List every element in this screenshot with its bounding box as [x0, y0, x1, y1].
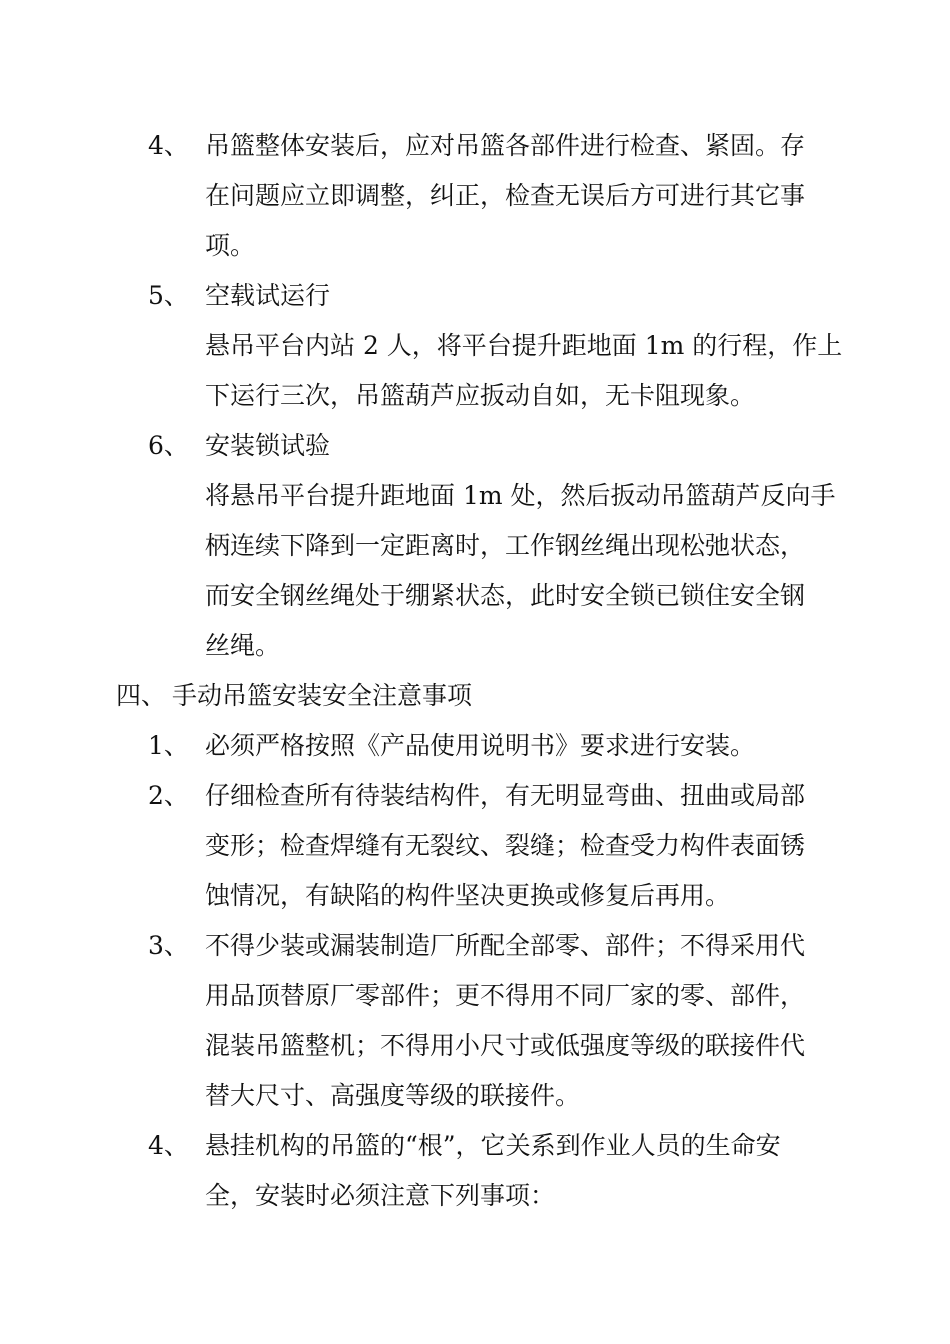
paragraph-line: 吊篮整体安装后，应对吊篮各部件进行检查、紧固。存: [205, 131, 806, 160]
section-title: 手动吊篮安装安全注意事项: [172, 681, 473, 710]
paragraph-line: 全，安装时必须注意下列事项：: [205, 1181, 556, 1210]
paragraph-line: 在问题应立即调整，纠正，检查无误后方可进行其它事: [205, 181, 806, 210]
paragraph-line: 蚀情况，有缺陷的构件坚决更换或修复后再用。: [205, 881, 731, 910]
item-number: 6、: [148, 431, 189, 460]
item-number: 3、: [148, 931, 189, 960]
paragraph-line: 项。: [205, 231, 256, 260]
paragraph-line: 不得少装或漏装制造厂所配全部零、部件；不得采用代: [205, 931, 806, 960]
paragraph-line: 变形；检查焊缝有无裂纹、裂缝；检查受力构件表面锈: [205, 831, 806, 860]
paragraph-line: 替大尺寸、高强度等级的联接件。: [205, 1081, 581, 1110]
item-number: 4、: [148, 1131, 189, 1160]
paragraph-line: 将悬吊平台提升距地面 1m 处，然后扳动吊篮葫芦反向手: [205, 481, 836, 510]
paragraph-line: 柄连续下降到一定距离时，工作钢丝绳出现松弛状态，: [205, 531, 806, 560]
paragraph-line: 用品顶替原厂零部件；更不得用不同厂家的零、部件，: [205, 981, 806, 1010]
item-number: 4、: [148, 131, 189, 160]
paragraph-line: 悬挂机构的吊篮的“根”，它关系到作业人员的生命安: [205, 1131, 781, 1160]
item-title: 安装锁试验: [205, 431, 331, 460]
item-title: 空载试运行: [205, 281, 331, 310]
item-number: 2、: [148, 781, 189, 810]
paragraph-line: 悬吊平台内站 2 人，将平台提升距地面 1m 的行程，作上: [205, 331, 843, 360]
paragraph-line: 而安全钢丝绳处于绷紧状态，此时安全锁已锁住安全钢: [205, 581, 806, 610]
paragraph-line: 必须严格按照《产品使用说明书》要求进行安装。: [205, 731, 756, 760]
section-number: 四、: [116, 681, 167, 710]
item-number: 1、: [148, 731, 189, 760]
paragraph-line: 下运行三次，吊篮葫芦应扳动自如，无卡阻现象。: [205, 381, 756, 410]
paragraph-line: 混装吊篮整机；不得用小尺寸或低强度等级的联接件代: [205, 1031, 806, 1060]
paragraph-line: 仔细检查所有待装结构件，有无明显弯曲、扭曲或局部: [205, 781, 806, 810]
item-number: 5、: [148, 281, 189, 310]
paragraph-line: 丝绳。: [205, 631, 281, 660]
